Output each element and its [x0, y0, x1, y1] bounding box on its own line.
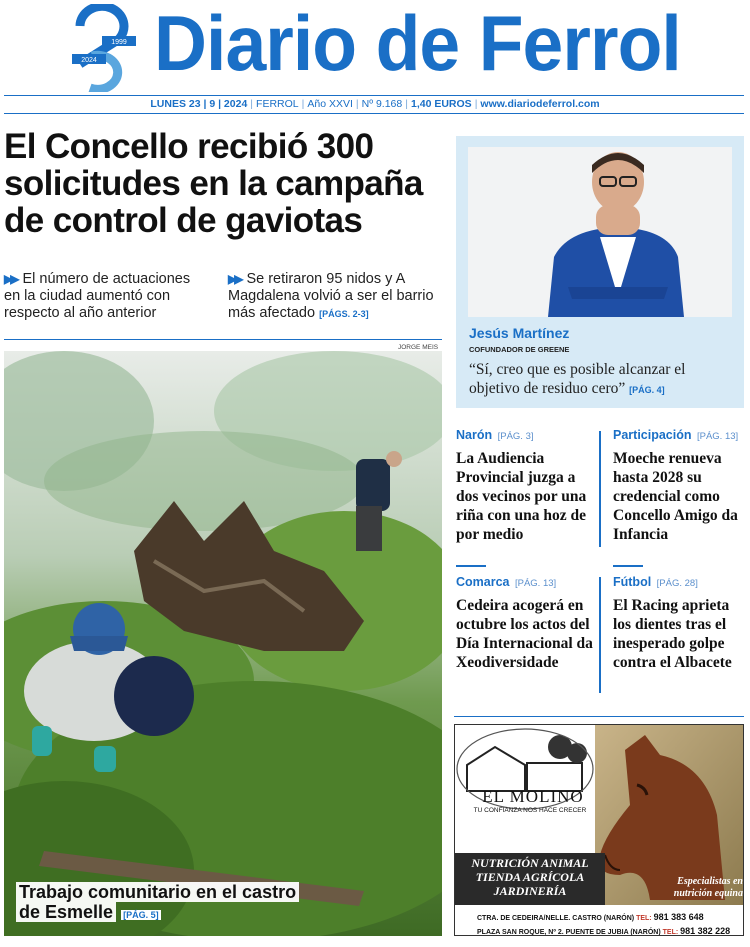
- masthead-rule-top: [4, 95, 744, 96]
- lead-divider: [4, 339, 442, 340]
- issue-price: 1,40 EUROS: [410, 98, 472, 110]
- lead-headline[interactable]: El Concello recibió 300 solicitudes en la campaña de control de gaviotas: [4, 127, 423, 240]
- ad-slogan-2: nutrición equina: [673, 888, 743, 899]
- issue-number: Nº 9.168: [361, 98, 403, 110]
- photo-caption-text: Trabajo comunitario en el castro de Esmelle: [16, 882, 299, 922]
- brief-section: Participación [PÁG. 13]: [613, 428, 739, 442]
- website-link[interactable]: www.diariodeferrol.com: [480, 98, 600, 110]
- lead-subhead-2: [228, 271, 438, 323]
- brief-title: La Audiencia Provincial juzga a dos vecinos por una riña con una hoz de por medio: [456, 450, 587, 543]
- logo-year-bottom: 2024: [81, 57, 97, 64]
- interview-page-ref[interactable]: [PÁG. 4]: [629, 385, 665, 395]
- anniversary-logo: [72, 4, 136, 92]
- ad-tel-label-1: TEL:: [636, 915, 652, 922]
- arrow-icon: ▶▶: [228, 272, 241, 286]
- ad-phone-2[interactable]: 981 382 228: [680, 926, 731, 936]
- brief-participacion[interactable]: [613, 428, 745, 544]
- ad-address-2: PLAZA SAN ROQUE, Nº 2. PUENTE DE JUBIA (NARÓN): [477, 929, 661, 936]
- ad-tel-label-2: TEL:: [662, 929, 679, 936]
- ad-divider: [454, 716, 744, 717]
- brief-naron[interactable]: [456, 428, 598, 544]
- ad-artwork: [455, 725, 744, 936]
- brief-title: El Racing aprieta los dientes tras el inesperado golpe contra el Albacete: [613, 597, 732, 671]
- arrow-icon: ▶▶: [4, 272, 17, 286]
- brief-bar: [456, 565, 486, 567]
- issue-date: LUNES 23 | 9 | 2024: [150, 98, 248, 110]
- lead-subhead-1-text: El número de actuaciones en la ciudad aumentó con respecto al año anterior: [4, 271, 191, 321]
- ad-tagline: TU CONFIANZA NOS HACE CRECER: [473, 807, 587, 814]
- interview-quote[interactable]: [469, 360, 739, 400]
- main-photo[interactable]: [4, 351, 442, 936]
- brief-section: Fútbol [PÁG. 28]: [613, 575, 698, 589]
- ad-phone-1[interactable]: 981 383 648: [653, 912, 704, 922]
- ad-service-2: TIENDA AGRÍCOLA: [475, 870, 585, 884]
- dateline: LUNES 23 | 9 | 2024 | FERROL | Año XXVI | Nº 9.168 | 1,40 EUROS | www.diariodeferrol.com: [150, 98, 600, 110]
- lead-subhead-1: [4, 271, 209, 322]
- brief-futbol[interactable]: [613, 575, 745, 672]
- interview-name: Jesús Martínez: [469, 325, 570, 341]
- newspaper-title[interactable]: Diario de Ferrol: [154, 0, 681, 87]
- brief-divider: [599, 577, 601, 693]
- lead-subhead-2-text: Se retiraron 95 nidos y A Magdalena volvió a ser el barrio más afectado: [228, 271, 434, 321]
- ad-brand: EL MOLINO: [482, 787, 584, 806]
- brief-section: Narón [PÁG. 3]: [456, 428, 534, 442]
- issue-year: Año XXVI: [307, 98, 353, 110]
- ad-service-1: NUTRICIÓN ANIMAL: [471, 856, 589, 870]
- interview-quote-text: “Sí, creo que es posible alcanzar el objetivo de residuo cero”: [469, 361, 686, 397]
- photo-caption[interactable]: [16, 882, 316, 925]
- logo-digits: 25: [72, 4, 74, 5]
- masthead-rule-bottom: [4, 113, 744, 114]
- interview-role: COFUNDADOR DE GREENE: [469, 345, 570, 354]
- ad-contacts: [455, 907, 744, 936]
- brief-title: Cedeira acogerá en octubre los actos del Día Internacional da Xeodiversidade: [456, 597, 593, 671]
- brief-title: Moeche renueva hasta 2028 su credencial como Concello Amigo da Infancia: [613, 450, 738, 543]
- logo-year-top: 1999: [111, 39, 127, 46]
- photo-credit: JORGE MEIS: [398, 344, 439, 351]
- advertisement-el-molino[interactable]: [454, 724, 744, 936]
- ad-slogan: [643, 876, 743, 900]
- ad-service-3: JARDINERÍA: [493, 884, 567, 898]
- brief-divider: [599, 431, 601, 547]
- ad-slogan-1: Especialistas en: [677, 876, 743, 887]
- issue-city: FERROL: [256, 98, 299, 110]
- interview-portrait: [468, 147, 732, 317]
- photo-caption-page[interactable]: [PÁG. 5]: [123, 910, 159, 920]
- brief-section: Comarca [PÁG. 13]: [456, 575, 557, 589]
- ad-services: [455, 856, 605, 898]
- brief-bar: [613, 565, 643, 567]
- lead-page-ref[interactable]: [PÁGS. 2-3]: [319, 309, 369, 319]
- ad-address-1: CTRA. DE CEDEIRA/NELLE. CASTRO (NARÓN): [477, 915, 635, 922]
- brief-comarca[interactable]: [456, 575, 598, 672]
